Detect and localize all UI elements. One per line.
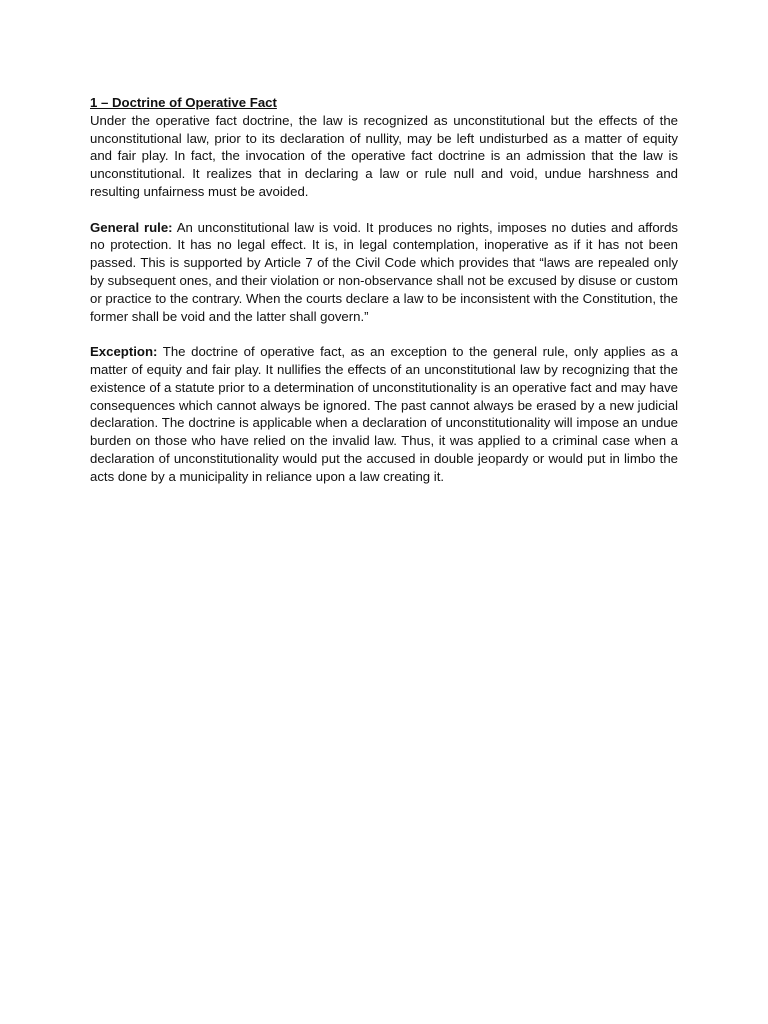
exception-text: The doctrine of operative fact, as an exception to the general rule, only applies as a matter of equity and fair play. It nullifies the effects of an unconstitutional law by recognizing that the existence of a statute prior to a determination of unconstitutionality is an operative fact and may have consequences which cannot always be ignored. The past cannot always be erased by a new judicial declaration. The doctrine is applicable when a declaration of unconstitutionality will impose an undue burden on those who have relied on the invalid law. Thus, it was applied to a criminal case when a declaration of unconstitutionality would put the accused in double jeopardy or would put in limbo the acts done by a municipality in reliance upon a law creating it. [90, 344, 678, 484]
general-rule-label: General rule: [90, 219, 173, 235]
exception-label: Exception: [90, 344, 158, 360]
document-page [90, 94, 678, 486]
section-heading: 1 – Doctrine of Operative Fact [90, 95, 277, 110]
general-rule-text: An unconstitutional law is void. It produces no rights, imposes no duties and affords no protection. It has no legal effect. It is, in legal contemplation, inoperative as if it has not been passed. This is supported by Article 7 of the Civil Code which provides that “laws are repealed only by subsequent ones, and their violation or non-observance shall not be excused by disuse or custom or practice to the contrary. When the courts declare a law to be inconsistent with the Constitution, the former shall be void and the latter shall govern.” [90, 219, 678, 324]
intro-paragraph: Under the operative fact doctrine, the law is recognized as unconstitutional but the effects of the unconstitutional law, prior to its declaration of nullity, may be left undisturbed as a matter of equity and fair play. In fact, the invocation of the operative fact doctrine is an admission that the law is unconstitutional. It realizes that in declaring a law or rule null and void, undue harshness and resulting unfairness must be avoided. [90, 112, 678, 199]
exception-paragraph [90, 343, 678, 485]
general-rule-paragraph [90, 219, 678, 326]
